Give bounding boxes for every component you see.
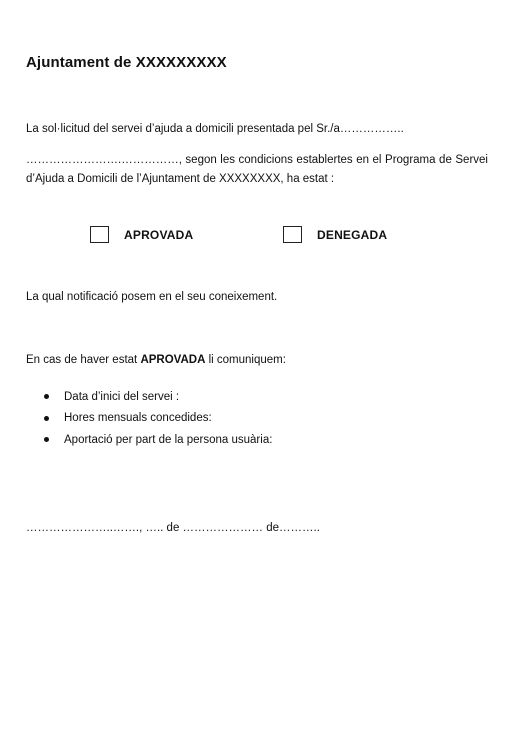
document-title: Ajuntament de XXXXXXXXX [26, 54, 227, 71]
list-item [44, 408, 272, 430]
request-line: La sol·licitud del servei d’ajuda a domicili presentada pel Sr./a…………….. [26, 123, 404, 135]
notification-paragraph: La qual notificació posem en el seu coneixement. [26, 291, 278, 303]
approved-bold: APROVADA [140, 354, 206, 366]
list-item [44, 386, 272, 408]
place-date-line: …………………..……., ….. de ………………… de……….. [26, 522, 320, 534]
option-denegada[interactable] [283, 226, 387, 243]
approved-paragraph [26, 351, 488, 370]
approved-prefix: En cas de haver estat [26, 354, 141, 366]
denegada-label: DENEGADA [317, 227, 388, 242]
bullet-icon [44, 416, 49, 421]
aprovada-checkbox[interactable] [90, 226, 109, 243]
details-list [44, 386, 272, 451]
conditions-paragraph: …………………….……………, segon les condicions establertes en el Programa de Servei d’Ajuda a Domicili de l’Ajuntament de XXXXXXXX, ha estat : [26, 154, 488, 185]
list-item-text: Hores mensuals concedides: [64, 412, 212, 425]
list-item-text: Data d’inici del servei : [64, 390, 180, 403]
bullet-icon [44, 437, 49, 442]
denegada-checkbox[interactable] [283, 226, 302, 243]
bullet-icon [44, 394, 49, 399]
list-item [44, 429, 272, 451]
approved-suffix: li comuniquem: [205, 354, 286, 366]
list-item-text: Aportació per part de la persona usuària: [64, 433, 273, 446]
option-aprovada[interactable] [90, 226, 193, 243]
aprovada-label: APROVADA [124, 227, 194, 242]
